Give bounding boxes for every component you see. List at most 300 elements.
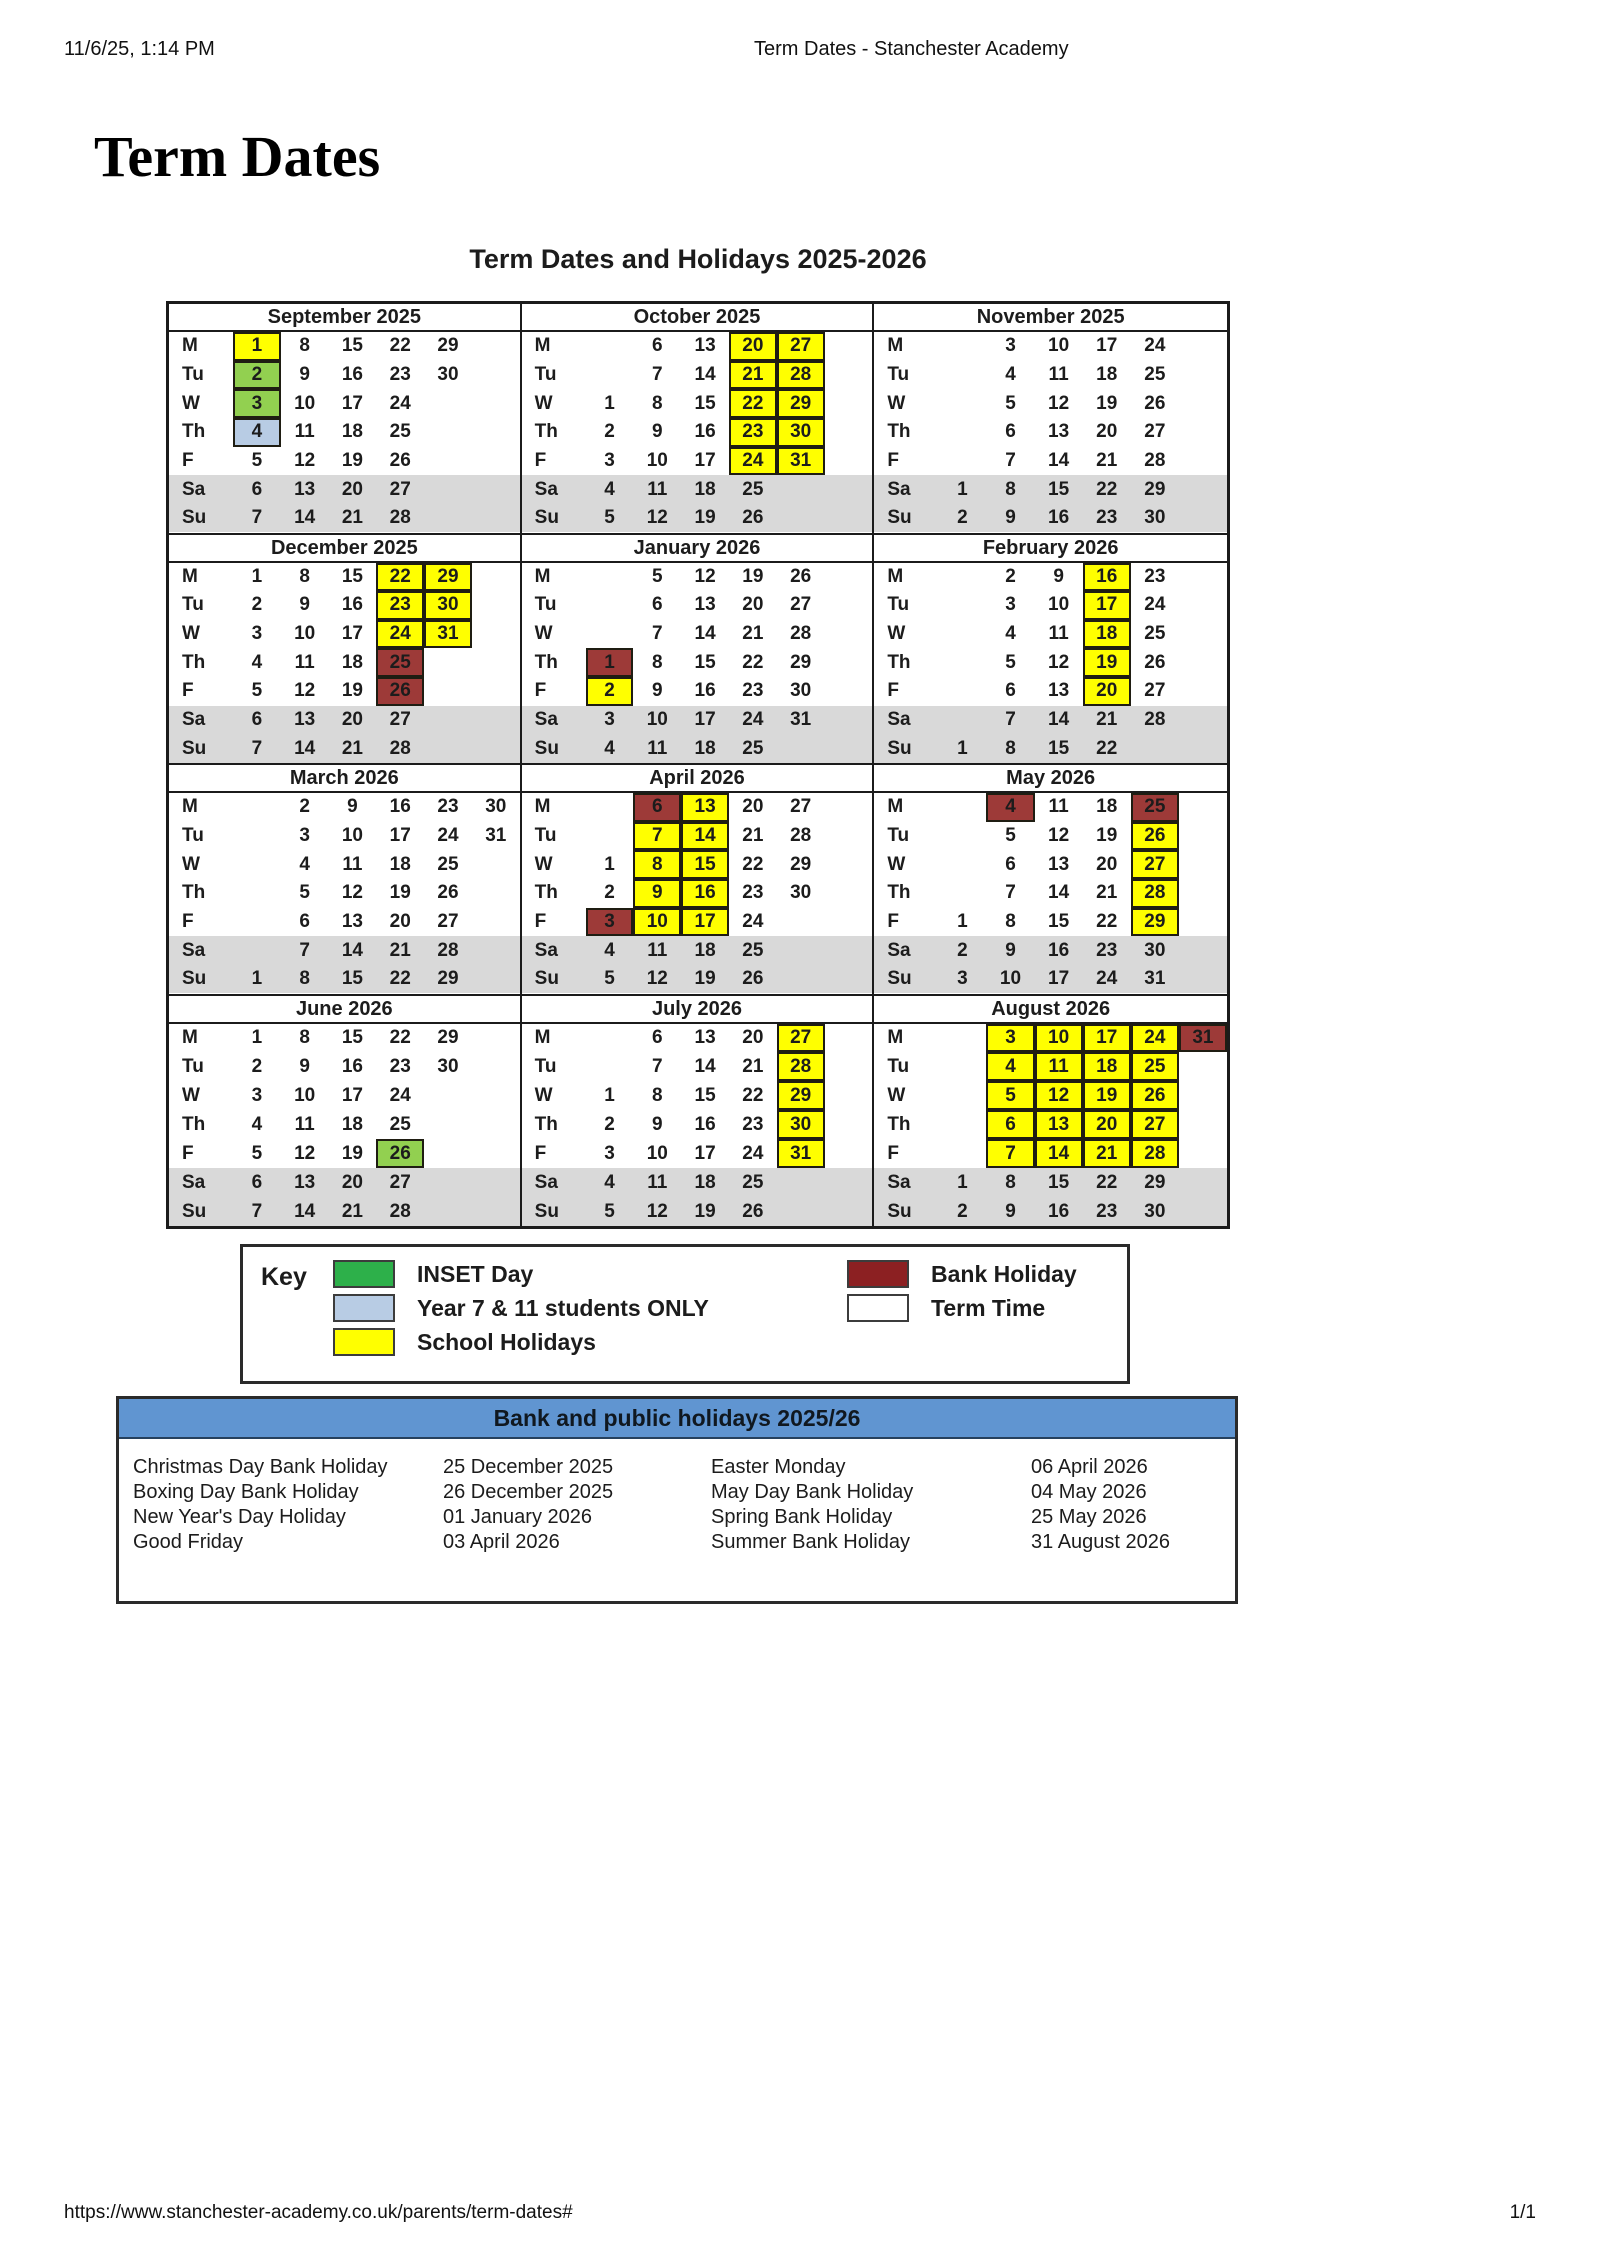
day-cell: 24 [376,620,424,649]
day-cell: 18 [1096,796,1118,818]
day-cell: 9 [652,421,663,443]
key-item-year7-11 [333,1291,709,1325]
day-cell [233,936,281,965]
day-row [874,1139,1227,1168]
day-label: M [887,796,904,818]
day-cell: 8 [299,968,310,990]
day-cell: 6 [633,793,681,822]
day-cell: 20 [742,796,764,818]
key-items-right [847,1257,1077,1325]
day-row [522,1139,873,1168]
day-cell: 20 [341,478,363,500]
day-cell: 13 [294,1171,316,1193]
day-cell [1179,648,1227,677]
day-row [522,1168,873,1197]
day-row [169,706,520,735]
day-cell: 23 [1096,939,1118,961]
day-cell: 5 [251,449,263,471]
day-cell: 11 [1035,1052,1083,1081]
day-label: M [182,1026,198,1048]
day-row [522,591,873,620]
day-cell: 31 [790,709,812,731]
day-cell: 19 [1083,648,1131,677]
day-cell [472,1024,520,1053]
bank-holiday-date: 01 January 2026 [443,1506,593,1528]
day-cell: 7 [299,939,310,961]
day-cell: 21 [1096,709,1118,731]
day-cell: 17 [1096,335,1118,357]
day-cell: 20 [742,1026,764,1048]
bank-holidays-header: Bank and public holidays 2025/26 [119,1399,1235,1439]
day-cell: 7 [986,1139,1034,1168]
day-cell [472,591,520,620]
day-cell: 8 [1005,910,1016,932]
day-label: Tu [887,594,910,616]
day-row [169,908,520,937]
day-row [169,850,520,879]
month-title: November 2025 [874,304,1227,332]
day-cell: 30 [1144,939,1166,961]
page-title: Term Dates [94,123,381,189]
day-label: M [182,335,198,357]
day-cell [825,793,873,822]
day-cell: 5 [251,1142,263,1164]
month-december-2025 [169,535,522,766]
day-cell: 5 [299,882,310,904]
day-cell: 24 [1131,1024,1179,1053]
day-cell: 19 [1096,824,1118,846]
day-cell: 3 [1005,335,1016,357]
day-cell: 17 [694,449,716,471]
day-cell: 12 [1048,651,1070,673]
day-row [874,850,1227,879]
day-cell: 17 [1083,1024,1131,1053]
day-row [169,361,520,390]
day-cell: 23 [376,591,424,620]
day-cell [1179,734,1227,763]
day-cell: 12 [294,449,316,471]
day-label: Th [534,421,558,443]
day-cell: 22 [1096,1171,1118,1193]
day-cell [1131,734,1179,763]
day-cell: 31 [424,620,472,649]
day-row [522,389,873,418]
day-cell: 2 [957,939,968,961]
day-cell: 3 [586,908,634,937]
day-row [874,793,1227,822]
day-cell: 16 [694,421,716,443]
day-label: Sa [182,709,206,731]
key-item-bank-holiday [847,1257,1077,1291]
day-cell [1179,332,1227,361]
day-cell: 28 [1144,449,1166,471]
day-cell: 28 [437,939,459,961]
day-cell [424,1110,472,1139]
day-row [874,965,1227,994]
calendar-title: Term Dates and Holidays 2025-2026 [469,244,927,274]
day-cell: 29 [424,563,472,592]
day-cell: 21 [341,1200,363,1222]
day-cell: 27 [777,1024,825,1053]
day-cell [424,734,472,763]
day-cell: 23 [742,680,764,702]
day-cell: 10 [646,449,668,471]
day-cell [424,447,472,476]
day-cell [1179,361,1227,390]
day-cell: 26 [1144,392,1166,414]
day-cell: 12 [294,1142,316,1164]
day-cell: 12 [294,680,316,702]
day-row [522,1024,873,1053]
day-cell: 26 [790,565,812,587]
day-row [522,332,873,361]
day-label: Tu [534,1055,557,1077]
day-cell: 21 [341,737,363,759]
day-row [522,879,873,908]
day-cell [472,706,520,735]
day-row [169,620,520,649]
day-label: F [534,449,547,471]
day-cell: 15 [1048,737,1070,759]
day-cell: 4 [986,793,1034,822]
key-item-school-holidays [333,1325,709,1359]
day-cell: 5 [251,680,263,702]
day-cell: 16 [694,680,716,702]
day-cell: 8 [633,850,681,879]
day-cell [938,1081,986,1110]
day-cell [825,1110,873,1139]
day-cell: 22 [389,335,411,357]
day-row [169,1139,520,1168]
day-cell: 8 [1005,478,1016,500]
day-label: Th [182,421,206,443]
year7-11-swatch [333,1294,395,1322]
day-row [169,822,520,851]
print-header-doc-title: Term Dates - Stanchester Academy [754,38,1069,60]
day-cell: 25 [1131,793,1179,822]
day-cell [825,1081,873,1110]
day-cell: 25 [742,478,764,500]
day-cell [825,734,873,763]
day-cell [586,563,634,592]
day-cell: 20 [341,1171,363,1193]
day-label: Su [182,968,207,990]
day-cell [1179,563,1227,592]
day-cell: 22 [1096,910,1118,932]
day-cell: 22 [742,853,764,875]
day-cell [472,1197,520,1226]
day-row [874,822,1227,851]
day-cell: 19 [1083,1081,1131,1110]
day-cell: 15 [1048,1171,1070,1193]
day-cell [938,706,986,735]
day-label: Sa [534,1171,558,1193]
day-cell: 22 [389,1026,411,1048]
day-row [874,648,1227,677]
day-label: Tu [534,363,557,385]
day-cell: 3 [604,709,615,731]
day-cell: 18 [1083,1052,1131,1081]
bank-holiday-row [133,1530,1235,1555]
day-label: Th [182,651,206,673]
day-cell: 18 [1096,363,1118,385]
day-cell: 21 [742,623,764,645]
day-cell [1179,389,1227,418]
day-row [522,475,873,504]
day-cell [586,1024,634,1053]
day-cell: 11 [342,853,363,875]
day-cell [586,332,634,361]
day-cell [586,1052,634,1081]
day-label: Tu [887,824,910,846]
day-cell [424,706,472,735]
day-cell: 2 [604,882,615,904]
day-cell [233,793,281,822]
day-cell: 5 [604,1200,615,1222]
day-cell: 25 [742,939,764,961]
day-cell: 29 [777,1081,825,1110]
day-row [874,734,1227,763]
day-cell: 25 [742,737,764,759]
day-cell [938,648,986,677]
day-cell: 14 [1048,882,1070,904]
day-cell: 30 [437,1055,459,1077]
day-cell [1179,793,1227,822]
day-cell: 5 [986,1081,1034,1110]
day-cell: 27 [389,478,411,500]
day-cell: 30 [777,418,825,447]
day-cell: 10 [646,709,668,731]
day-label: Tu [182,594,204,616]
day-cell: 8 [1005,737,1016,759]
day-cell [472,648,520,677]
month-february-2026 [874,535,1227,766]
day-label: Su [182,737,207,759]
day-label: M [534,335,551,357]
day-cell [825,620,873,649]
day-cell: 26 [376,677,424,706]
day-cell: 8 [652,1084,663,1106]
day-cell [586,822,634,851]
day-cell [424,475,472,504]
day-cell: 21 [341,507,363,529]
bank-holiday-date: 06 April 2026 [1031,1456,1148,1478]
day-row [874,706,1227,735]
day-cell: 19 [742,565,764,587]
day-cell [825,706,873,735]
day-row [169,447,520,476]
day-cell: 6 [652,1026,663,1048]
day-cell: 13 [694,335,716,357]
month-july-2026 [522,996,875,1227]
day-cell: 26 [742,968,764,990]
day-row [874,936,1227,965]
day-cell: 7 [1005,709,1016,731]
day-cell: 14 [681,822,729,851]
day-cell: 8 [652,392,663,414]
day-label: Su [887,507,912,529]
day-cell [777,965,825,994]
day-cell: 7 [652,1055,663,1077]
day-cell: 31 [777,1139,825,1168]
day-cell: 29 [790,651,812,673]
day-cell: 1 [957,910,968,932]
day-cell: 19 [341,449,363,471]
day-row [522,1110,873,1139]
day-label: Su [534,968,559,990]
day-label: W [182,853,200,875]
day-cell: 24 [389,1084,411,1106]
day-label: W [182,392,200,414]
day-cell [825,418,873,447]
day-cell: 19 [341,680,363,702]
day-cell: 10 [294,1084,316,1106]
day-row [874,1110,1227,1139]
day-cell: 17 [681,908,729,937]
key-box [240,1244,1130,1384]
day-row [169,1024,520,1053]
day-cell: 28 [790,824,812,846]
day-cell: 18 [341,1113,363,1135]
day-cell [1179,706,1227,735]
day-cell: 27 [1144,421,1166,443]
day-cell: 18 [389,853,411,875]
day-label: W [534,623,553,645]
day-cell: 9 [299,1055,310,1077]
day-cell [938,879,986,908]
day-cell [938,332,986,361]
day-cell: 23 [1096,1200,1118,1222]
day-row [874,447,1227,476]
month-title: March 2026 [169,765,520,793]
day-cell [1179,591,1227,620]
day-cell: 26 [376,1139,424,1168]
day-cell: 24 [1144,594,1166,616]
day-cell: 23 [389,1055,411,1077]
day-cell: 16 [1083,563,1131,592]
day-row [522,1197,873,1226]
day-cell: 9 [652,1113,663,1135]
day-cell: 15 [694,651,716,673]
day-cell [825,361,873,390]
day-cell [777,1168,825,1197]
day-cell [825,936,873,965]
day-cell: 26 [437,882,459,904]
day-cell: 13 [1048,853,1070,875]
month-august-2026 [874,996,1227,1227]
day-cell [1179,1110,1227,1139]
day-row [169,1168,520,1197]
day-row [522,908,873,937]
day-cell: 22 [729,389,777,418]
day-cell: 30 [790,882,812,904]
day-cell: 4 [251,651,263,673]
month-title: July 2026 [522,996,873,1024]
day-cell: 21 [389,939,411,961]
day-cell [825,1052,873,1081]
day-label: Sa [534,478,558,500]
day-label: Sa [182,1171,206,1193]
bank-holiday-row [133,1505,1235,1530]
day-cell [777,908,825,937]
day-cell: 20 [729,332,777,361]
day-cell [1179,1052,1227,1081]
month-october-2025 [522,304,875,535]
day-cell [825,475,873,504]
day-row [874,620,1227,649]
day-cell [825,677,873,706]
day-cell: 18 [1083,620,1131,649]
day-row [169,1052,520,1081]
key-item-label: Term Time [931,1294,1046,1321]
day-cell: 21 [1096,882,1118,904]
day-cell: 10 [294,392,316,414]
day-row [522,620,873,649]
day-cell: 22 [1096,478,1118,500]
day-cell: 28 [1144,709,1166,731]
day-label: Tu [182,363,204,385]
day-cell: 22 [389,968,411,990]
day-cell [472,850,520,879]
day-row [874,908,1227,937]
day-cell: 19 [341,1142,363,1164]
day-cell: 11 [647,939,668,961]
bank-holiday-date: 04 May 2026 [1031,1481,1147,1503]
bank-holiday-date: 26 December 2025 [443,1481,614,1503]
day-row [169,1110,520,1139]
bank-holiday-swatch [847,1260,909,1288]
day-cell: 7 [251,737,263,759]
day-cell: 25 [437,853,459,875]
day-cell [472,504,520,533]
day-cell: 15 [1048,910,1070,932]
day-cell: 7 [633,822,681,851]
print-header-datetime: 11/6/25, 1:14 PM [64,38,215,60]
day-cell: 1 [586,648,634,677]
day-cell: 4 [604,478,615,500]
day-cell [1179,447,1227,476]
day-cell [825,504,873,533]
day-cell: 3 [1005,594,1016,616]
day-cell: 15 [341,335,363,357]
day-row [169,1197,520,1226]
day-cell [586,361,634,390]
day-cell [1179,418,1227,447]
day-cell: 29 [1131,908,1179,937]
day-cell: 20 [389,910,411,932]
day-cell: 5 [604,507,615,529]
day-cell: 5 [604,968,615,990]
day-cell: 18 [694,939,716,961]
day-cell [825,879,873,908]
day-cell [586,793,634,822]
day-cell [472,447,520,476]
day-cell: 26 [1144,651,1166,673]
day-row [874,1081,1227,1110]
day-label: Th [182,882,206,904]
day-cell: 12 [646,968,668,990]
day-label: Tu [534,824,557,846]
day-cell [938,793,986,822]
day-cell: 14 [1048,449,1070,471]
day-cell: 15 [1048,478,1070,500]
day-cell: 23 [437,796,459,818]
day-cell: 2 [957,1200,968,1222]
day-cell: 31 [485,824,507,846]
day-cell: 15 [341,968,363,990]
day-cell: 29 [437,968,459,990]
day-label: Tu [182,824,204,846]
